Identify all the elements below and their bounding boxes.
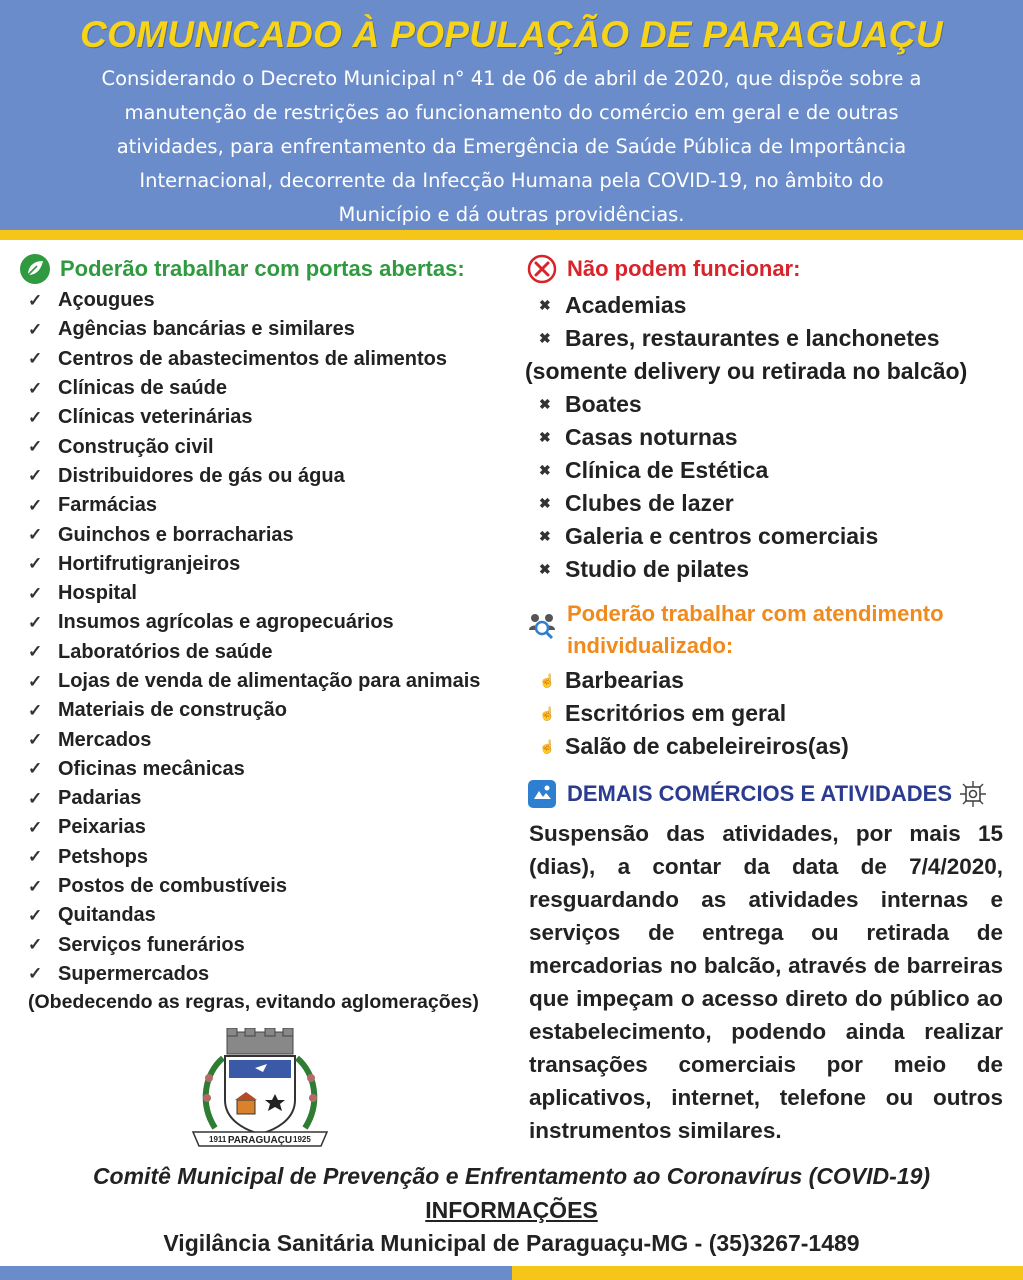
individual-item bbox=[525, 697, 1005, 730]
closed-item-label: Studio de pilates bbox=[565, 556, 750, 582]
open-item bbox=[18, 345, 518, 374]
divider-band bbox=[0, 230, 1023, 240]
hand-pointer-icon: ☝ bbox=[539, 672, 556, 688]
closed-section-title: Não podem funcionar: bbox=[525, 252, 1005, 286]
decree-line: Considerando o Decreto Municipal n° 41 de 06 de abril de 2020, que dispõe sobre a bbox=[101, 67, 922, 90]
closed-note: (somente delivery ou retirada no balcão) bbox=[525, 358, 968, 384]
checkmark-icon: ✓ bbox=[28, 700, 43, 720]
checkmark-icon: ✓ bbox=[28, 525, 43, 545]
gear-brain-icon bbox=[956, 777, 990, 811]
decree-line: atividades, para enfrentamento da Emergência de Saúde Pública de Importância bbox=[116, 135, 907, 158]
contact-line: Vigilância Sanitária Municipal de Paraguaçu-MG - (35)3267-1489 bbox=[163, 1230, 860, 1256]
x-mark-icon: ✖ bbox=[539, 561, 551, 577]
checkmark-icon: ✓ bbox=[28, 905, 43, 925]
closed-item bbox=[525, 487, 1005, 520]
checkmark-icon: ✓ bbox=[28, 671, 43, 691]
crest-year-left: 1911 bbox=[209, 1135, 227, 1144]
individual-list bbox=[525, 664, 1005, 763]
decree-line: Município e dá outras providências. bbox=[338, 203, 685, 226]
open-item-label: Clínicas veterinárias bbox=[58, 406, 253, 429]
open-item-label: Insumos agrícolas e agropecuários bbox=[58, 611, 394, 634]
checkmark-icon: ✓ bbox=[28, 847, 43, 867]
open-section-title: Poderão trabalhar com portas abertas: bbox=[18, 252, 518, 286]
closed-list bbox=[525, 289, 1005, 355]
info-heading: INFORMAÇÕES bbox=[425, 1197, 598, 1223]
open-item-label: Serviços funerários bbox=[58, 933, 245, 956]
open-item bbox=[18, 755, 518, 784]
store-icon bbox=[525, 777, 559, 811]
decree-line: manutenção de restrições ao funcionamento do comércio em geral e de outras bbox=[124, 101, 899, 124]
closed-item-label: Academias bbox=[565, 292, 687, 318]
people-search-icon bbox=[525, 608, 559, 642]
x-mark-icon: ✖ bbox=[539, 528, 551, 544]
open-item-label: Quitandas bbox=[58, 904, 156, 927]
open-item bbox=[18, 608, 518, 637]
checkmark-icon: ✓ bbox=[28, 349, 43, 369]
open-item bbox=[18, 638, 518, 667]
closed-item-label: Bares, restaurantes e lanchonetes bbox=[565, 325, 940, 351]
open-item-label: Açougues bbox=[58, 289, 155, 312]
open-item-label: Lojas de venda de alimentação para animais bbox=[58, 670, 481, 692]
individual-section-title: Poderão trabalhar com atendimento individualizado: bbox=[525, 598, 1005, 662]
open-item bbox=[18, 843, 518, 872]
open-item bbox=[18, 960, 518, 989]
open-item-label: Centros de abastecimentos de alimentos bbox=[58, 347, 448, 370]
closed-item bbox=[525, 388, 1005, 421]
x-mark-icon: ✖ bbox=[539, 495, 551, 511]
closed-item bbox=[525, 322, 1005, 355]
city-crest-logo bbox=[185, 1028, 335, 1148]
open-item-label: Agências bancárias e similares bbox=[58, 318, 355, 341]
individual-item-label: Salão de cabeleireiros(as) bbox=[565, 733, 849, 759]
closed-list-continued bbox=[525, 388, 1005, 586]
open-list bbox=[18, 286, 518, 989]
open-item bbox=[18, 315, 518, 344]
decree-line: Internacional, decorrente da Infecção Humana pela COVID-19, no âmbito do bbox=[139, 169, 884, 192]
checkmark-icon: ✓ bbox=[28, 876, 43, 896]
closed-item bbox=[525, 454, 1005, 487]
crest-year-right: 1925 bbox=[293, 1135, 311, 1144]
x-mark-icon: ✖ bbox=[539, 297, 551, 313]
checkmark-icon: ✓ bbox=[28, 319, 43, 339]
open-item bbox=[18, 872, 518, 901]
closed-item-label: Clubes de lazer bbox=[565, 490, 734, 516]
leaf-icon bbox=[18, 252, 52, 286]
open-item-label: Construção civil bbox=[58, 435, 214, 458]
checkmark-icon: ✓ bbox=[28, 642, 43, 662]
open-item-label: Padarias bbox=[58, 787, 142, 810]
decree-text bbox=[40, 62, 983, 232]
individual-item-label: Escritórios em geral bbox=[565, 700, 787, 726]
open-item-label: Oficinas mecânicas bbox=[58, 757, 245, 780]
open-item bbox=[18, 520, 518, 549]
open-item-label: Petshops bbox=[58, 845, 149, 868]
open-item-label: Materiais de construção bbox=[58, 699, 287, 722]
checkmark-icon: ✓ bbox=[28, 378, 43, 398]
bottom-band-yellow bbox=[512, 1266, 1023, 1280]
open-item-label: Guinchos e borracharias bbox=[58, 523, 294, 546]
hand-pointer-icon: ☝ bbox=[539, 705, 556, 721]
checkmark-icon: ✓ bbox=[28, 730, 43, 750]
closed-item-label: Galeria e centros comerciais bbox=[565, 523, 879, 549]
x-circle-icon bbox=[525, 252, 559, 286]
closed-item-label: Boates bbox=[565, 391, 642, 417]
right-column bbox=[525, 252, 1005, 1147]
open-item bbox=[18, 374, 518, 403]
open-item-label: Laboratórios de saúde bbox=[58, 640, 273, 663]
header-banner bbox=[0, 0, 1023, 230]
closed-item bbox=[525, 421, 1005, 454]
x-mark-icon: ✖ bbox=[539, 330, 551, 346]
open-item bbox=[18, 550, 518, 579]
checkmark-icon: ✓ bbox=[28, 583, 43, 603]
open-item-label: Clínicas de saúde bbox=[58, 377, 227, 400]
checkmark-icon: ✓ bbox=[28, 788, 43, 808]
x-mark-icon: ✖ bbox=[539, 429, 551, 445]
checkmark-icon: ✓ bbox=[28, 935, 43, 955]
open-item-label: Farmácias bbox=[58, 494, 157, 517]
open-item bbox=[18, 931, 518, 960]
hand-pointer-icon: ☝ bbox=[539, 738, 556, 754]
open-item bbox=[18, 491, 518, 520]
checkmark-icon: ✓ bbox=[28, 817, 43, 837]
individual-item-label: Barbearias bbox=[565, 667, 684, 693]
closed-item-label: Clínica de Estética bbox=[565, 457, 769, 483]
checkmark-icon: ✓ bbox=[28, 554, 43, 574]
open-item bbox=[18, 901, 518, 930]
checkmark-icon: ✓ bbox=[28, 612, 43, 632]
open-item bbox=[18, 579, 518, 608]
open-item bbox=[18, 725, 518, 754]
open-item-label: Hospital bbox=[58, 582, 137, 605]
closed-item bbox=[525, 520, 1005, 553]
open-item-label: Postos de combustíveis bbox=[58, 875, 287, 898]
page-title: COMUNICADO À POPULAÇÃO DE PARAGUAÇU bbox=[80, 14, 943, 55]
open-item bbox=[18, 667, 518, 696]
open-item bbox=[18, 403, 518, 432]
checkmark-icon: ✓ bbox=[28, 759, 43, 779]
checkmark-icon: ✓ bbox=[28, 495, 43, 515]
checkmark-icon: ✓ bbox=[28, 964, 43, 984]
footer bbox=[0, 1158, 1023, 1260]
demais-body-text: Suspensão das atividades, por mais 15 (dias), a contar da data de 7/4/2020, resguardando as atividades internas e serviços de entrega ou retirada de mercadorias no balcão, através de barreiras que impeçam o acesso direto do público ao estabelecimento, podendo ainda realizar transações comerciais por meio de aplicativos, internet, telefone ou outros instrumentos similares. bbox=[529, 821, 1003, 1143]
open-item bbox=[18, 462, 518, 491]
x-mark-icon: ✖ bbox=[539, 396, 551, 412]
closed-item-label: Casas noturnas bbox=[565, 424, 738, 450]
open-item-label: Mercados bbox=[58, 728, 152, 751]
open-item bbox=[18, 813, 518, 842]
individual-item bbox=[525, 664, 1005, 697]
open-item bbox=[18, 432, 518, 461]
crest-city-name: PARAGUAÇU bbox=[227, 1135, 293, 1146]
closed-item bbox=[525, 289, 1005, 322]
open-item-label: Peixarias bbox=[58, 816, 146, 839]
checkmark-icon: ✓ bbox=[28, 290, 43, 310]
demais-section-title: DEMAIS COMÉRCIOS E ATIVIDADES bbox=[525, 777, 1005, 811]
open-item-label: Supermercados bbox=[58, 962, 210, 985]
committee-name: Comitê Municipal de Prevenção e Enfrentamento ao Coronavírus (COVID-19) bbox=[92, 1163, 931, 1189]
open-item bbox=[18, 696, 518, 725]
checkmark-icon: ✓ bbox=[28, 437, 43, 457]
x-mark-icon: ✖ bbox=[539, 462, 551, 478]
open-item bbox=[18, 286, 518, 315]
open-item bbox=[18, 784, 518, 813]
individual-item bbox=[525, 730, 1005, 763]
closed-item bbox=[525, 553, 1005, 586]
open-section bbox=[18, 252, 518, 1014]
open-note: (Obedecendo as regras, evitando aglomerações) bbox=[28, 991, 479, 1014]
open-item-label: Distribuidores de gás ou água bbox=[58, 464, 345, 487]
bottom-band-blue bbox=[0, 1266, 512, 1280]
checkmark-icon: ✓ bbox=[28, 466, 43, 486]
checkmark-icon: ✓ bbox=[28, 407, 43, 427]
open-item-label: Hortifrutigranjeiros bbox=[58, 552, 241, 575]
